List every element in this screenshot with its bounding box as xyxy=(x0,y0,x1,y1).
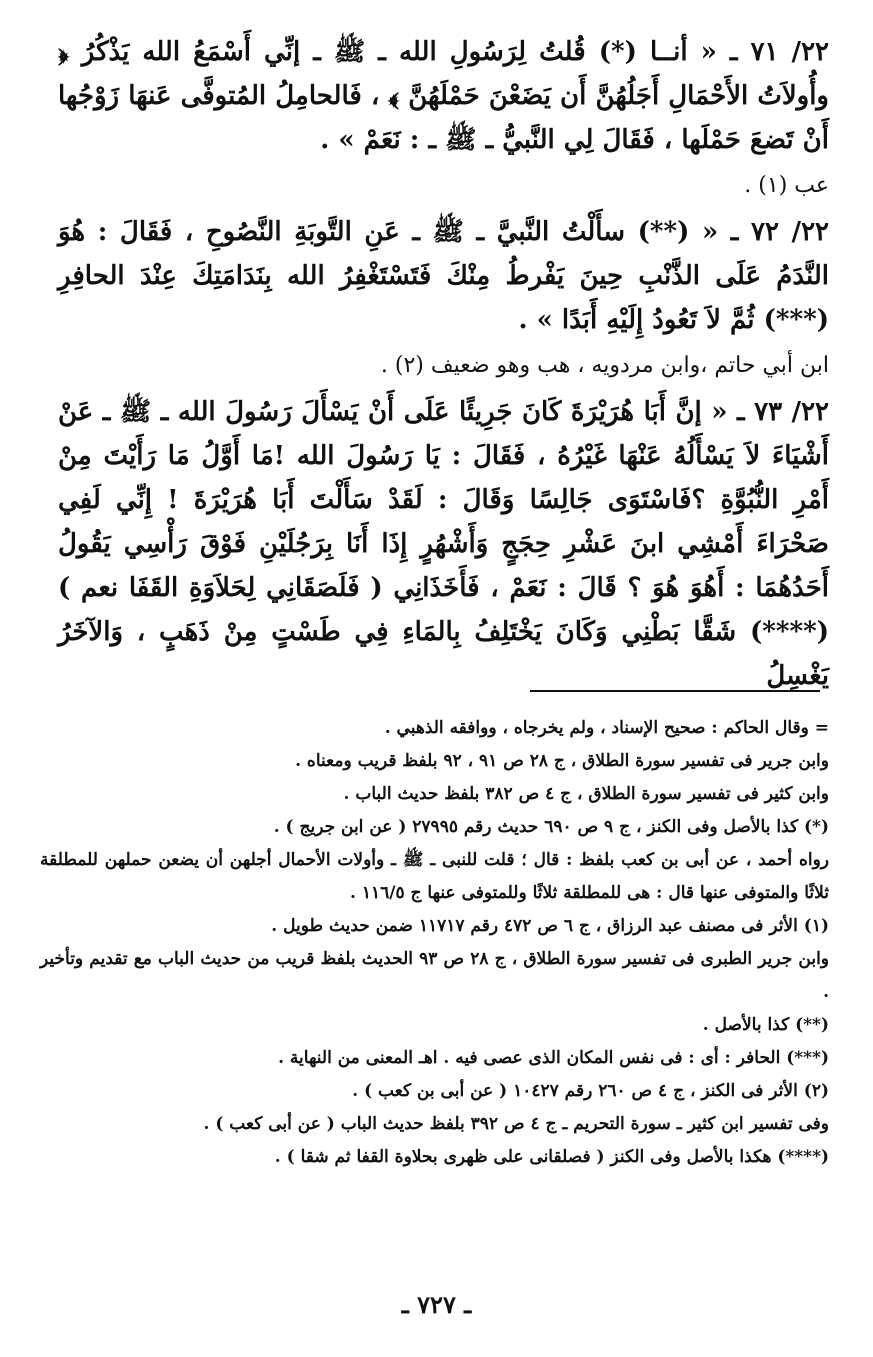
hadith-72: ٢٢/ ٧٢ ـ « (**) سأَلْتُ النَّبيَّ ـ ﷺ ـ عَنِ التَّوبَةِ النَّصُوحِ ، فَقَالَ : هُوَ النَّدَمُ عَلَى الذَّنْبِ حِينَ يَفْرطُ مِنْكَ فَتَسْتَغْفِرُ الله بِنَدَامَتِكَ عِنْدَ الحافِرِ (***) ثُمَّ لاَ تَعُودُ إِلَيْهِ أَبَدًا » . xyxy=(58,217,829,335)
hadith-73: ٢٢/ ٧٣ ـ « إنَّ أَبَا هُرَيْرَةَ كَانَ جَرِيئًا عَلَى أَنْ يَسْأَلَ رَسُولَ الله ـ ﷺ ـ عَنْ أَشْيَاءَ لاَ يَسْأَلُهُ عَنْهَا غَيْرُهُ ، فَقَالَ : يَا رَسُولَ الله !مَا أَوَّلُ مَا رَأَيْتَ مِنْ أَمْرِ النُّبُوَّةِ ؟فَاسْتَوَى جَالِسًا وَقَالَ : لَقَدْ سَأَلْتَ أَبَا هُرَيْرَةَ ! إِنِّي لَفِي صَحْرَاءَ أَمْشِي ابنَ عَشْرِ حِجَجٍ وَأَشْهُرٍ إِذَا أَنَا بِرَجُلَيْنِ فَوْقَ رَأْسِي يَقُولُ أَحَدُهُمَا : أَهُوَ هُوَ ؟ قَالَ : نَعَمْ ، فَأَخَذَانِي ( فَلَصَقَانِي لِحَلاَوَةِ القَفَا نعم ) (****) شَقَّا بَطْنِي وَكَانَ يَخْتَلِفُ بِالمَاءِ فِي طَسْتٍ مِنْ ذَهَبٍ ، وَالآخَرُ يَغْسِلُ xyxy=(58,397,829,691)
footnote-line: وابن كثير فى تفسير سورة الطلاق ، ج ٤ ص ٣٨٢ بلفظ حديث الباب . xyxy=(343,784,829,804)
footnote-line: (**) كذا بالأصل . xyxy=(702,1015,829,1035)
footnote-line: (****) هكذا بالأصل وفى الكنز ( فصلقانى على ظهرى بحلاوة القفا ثم شقا ) . xyxy=(274,1147,829,1167)
footnote-line: (*) كذا بالأصل وفى الكنز ، ج ٩ ص ٦٩٠ حديث رقم ٢٧٩٩٥ ( عن ابن جريج ) . xyxy=(273,817,829,837)
footnote-line: = وقال الحاكم : صحيح الإسناد ، ولم يخرجاه ، ووافقه الذهبي . xyxy=(384,718,829,738)
footnote-line: وابن جرير فى تفسير سورة الطلاق ، ج ٢٨ ص ٩١ ، ٩٢ بلفظ قريب ومعناه . xyxy=(295,751,829,771)
hadith-71-source: عب (١) . xyxy=(744,173,829,198)
hadith-72-source: ابن أبي حاتم ،وابن مردويه ، هب وهو ضعيف (٢) . xyxy=(380,353,829,378)
footnote-line: (٢) الأثر فى الكنز ، ج ٤ ص ٢٦٠ رقم ١٠٤٢٧ ( عن أبى بن كعب ) . xyxy=(352,1081,829,1101)
footnote-line: رواه أحمد ، عن أبى بن كعب بلفظ : قال ؛ قلت للنبى ـ ﷺ ـ وأولات الأحمال أجلهن أن يضعن حملهن للمطلقة ثلاثًا والمتوفى عنها قال : هى للمطلقة ثلاثًا وللمتوفى عنها ج ١١٦/٥ . xyxy=(40,850,829,903)
hadith-71: ٢٢/ ٧١ ـ « أنــا (*) قُلتُ لِرَسُولِ الله ـ ﷺ ـ إنِّي أَسْمَعُ الله يَذْكُرُ ﴿ وأُولاَتُ الأَحْمَالِ أَجَلُهُنَّ أَن يَضَعْنَ حَمْلَهُنَّ ﴾ ، فَالحامِلُ المُتوفَّى عَنهَا زَوْجُها أَنْ تَضعَ حَمْلَها ، فَقَالَ لِي النَّبيُّ ـ ﷺ ـ : نَعَمْ » . xyxy=(58,37,829,155)
footnote-line: (***) الحافر : أى : فى نفس المكان الذى عصى فيه . اهـ المعنى من النهاية . xyxy=(278,1048,829,1068)
footnote-line: (١) الأثر فى مصنف عبد الرزاق ، ج ٦ ص ٤٧٢ رقم ١١٧١٧ ضمن حديث طويل . xyxy=(271,916,829,936)
footnote-line: وابن جرير الطبرى فى تفسير سورة الطلاق ، ج ٢٨ ص ٩٣ الحديث بلفظ قريب من حديث الباب مع تقديم وتأخير . xyxy=(40,949,830,1002)
footnote-divider xyxy=(530,690,820,692)
page-number: ـ ٧٢٧ ـ xyxy=(401,1290,472,1319)
footnotes xyxy=(40,712,829,1174)
main-text xyxy=(58,30,829,698)
footnote-line: وفى تفسير ابن كثير ـ سورة التحريم ـ ج ٤ ص ٣٩٢ بلفظ حديث الباب ( عن أبى كعب ) . xyxy=(203,1114,829,1134)
